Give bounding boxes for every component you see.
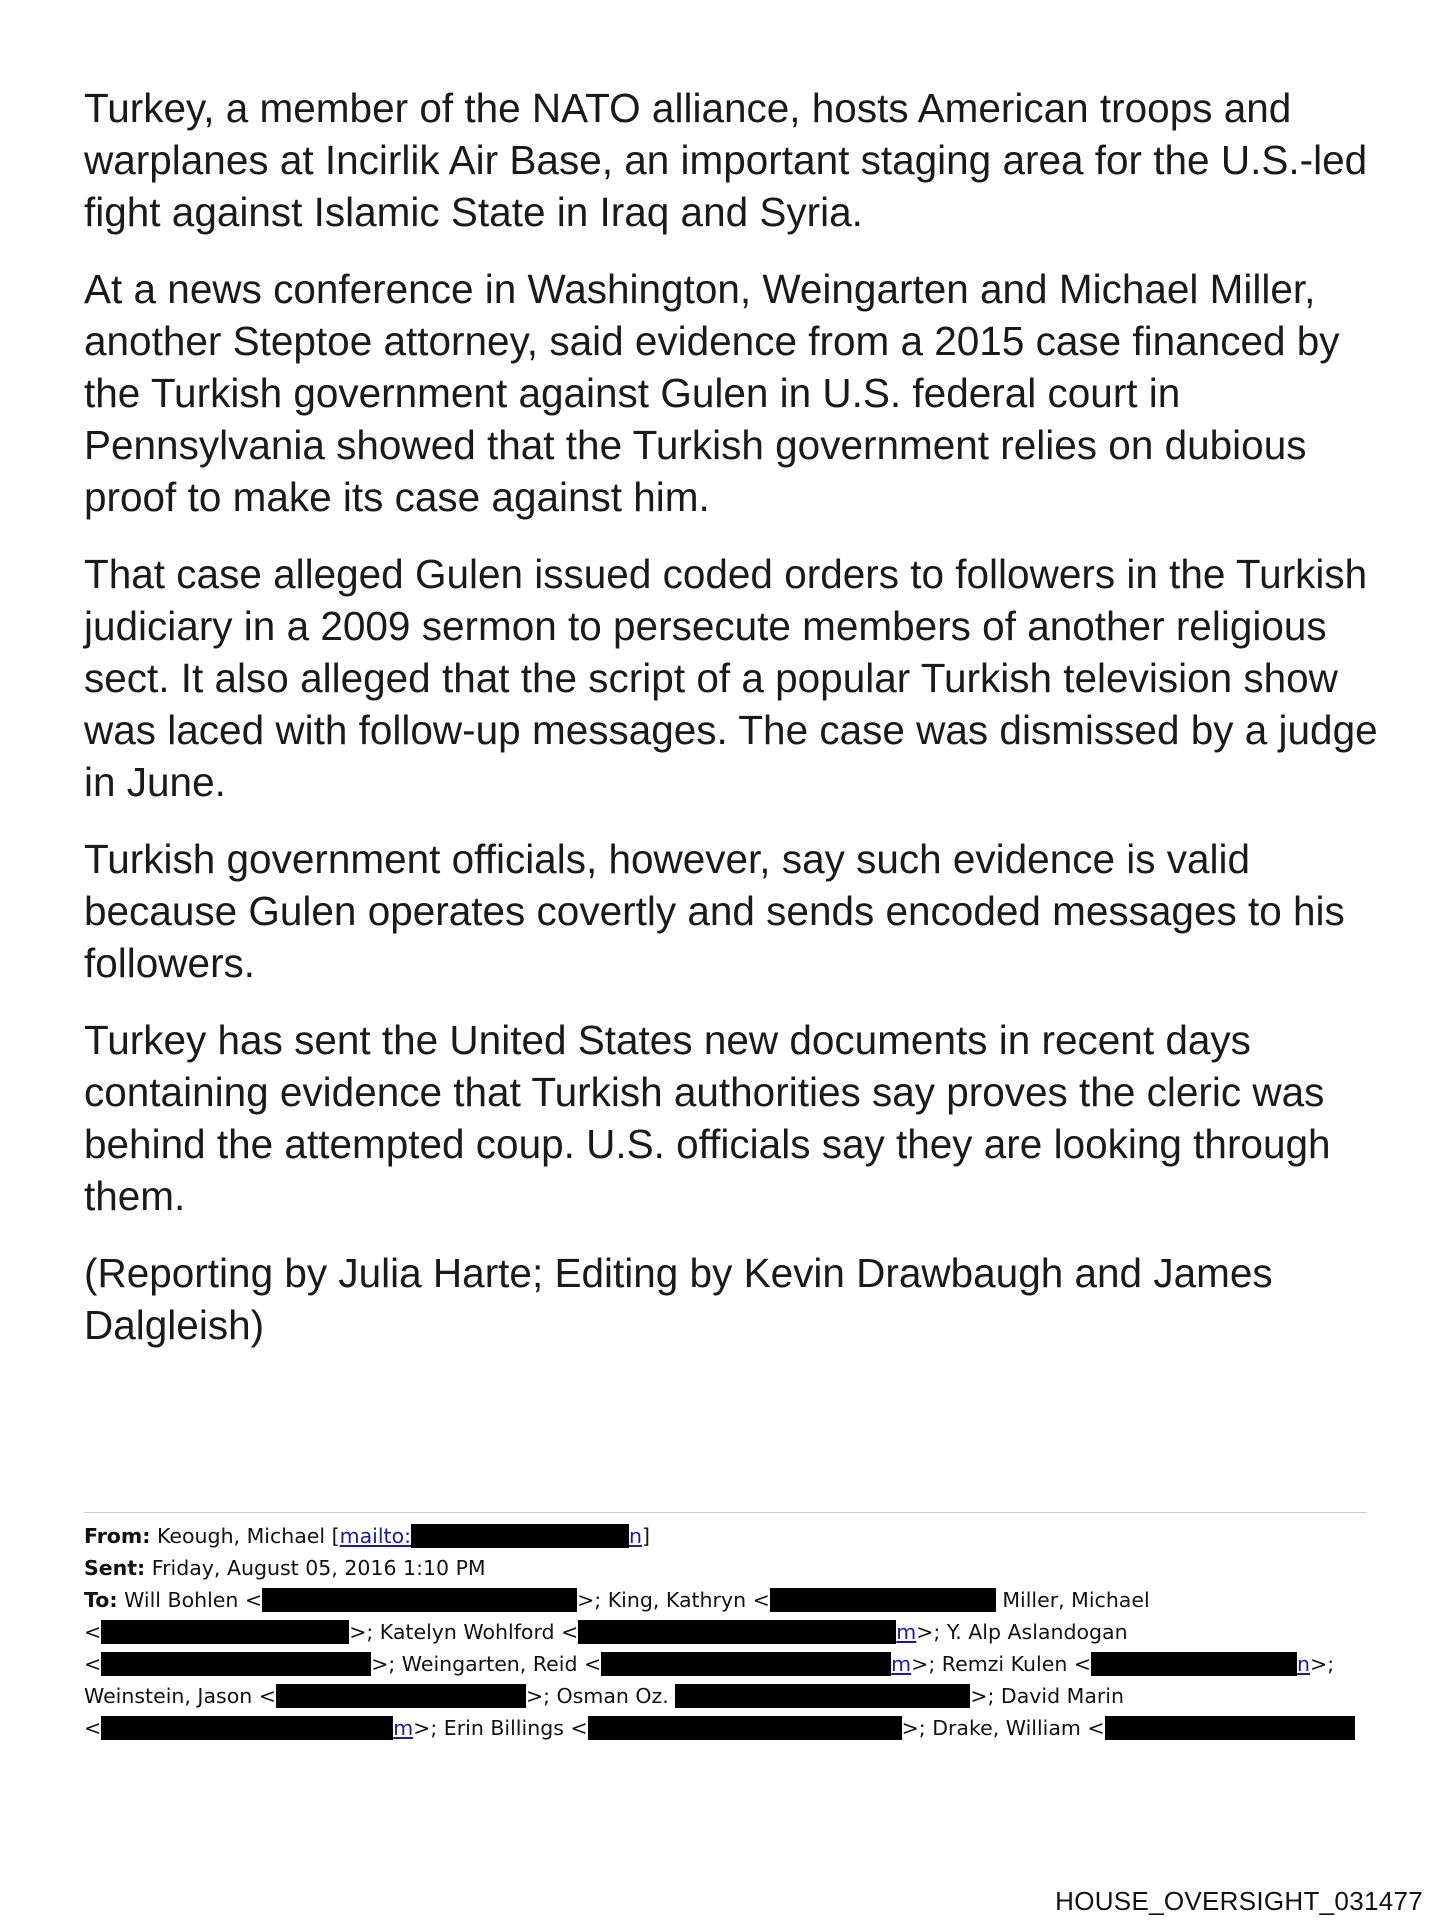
recipient-text: <	[84, 1620, 102, 1644]
redaction-bar	[276, 1684, 526, 1708]
paragraph-incirlik: Turkey, a member of the NATO alliance, hosts American troops and warplanes at Incirlik Air Base, an important staging area for the U.S.-led fight against Islamic State in Iraq and Syria.	[84, 85, 1368, 235]
to-line-3	[84, 1648, 1384, 1680]
paragraph-case-alleged: That case alleged Gulen issued coded orders to followers in the Turkish judiciary in a 2009 sermon to persecute members of another religious sect. It also alleged that the script of a popular Turkish television show was laced with follow-up messages. The case was dismissed by a judge in June.	[84, 551, 1378, 805]
redaction-bar	[101, 1716, 393, 1740]
paragraph-reporting-credit: (Reporting by Julia Harte; Editing by Kevin Drawbaugh and James Dalgleish)	[84, 1250, 1273, 1348]
redaction-bar	[1091, 1652, 1297, 1676]
recipient-text: >; Drake, William <	[901, 1716, 1105, 1740]
recipient-text: <	[84, 1652, 102, 1676]
to-line-5	[84, 1712, 1384, 1744]
sent-label: Sent:	[84, 1556, 146, 1580]
bates-number: HOUSE_OVERSIGHT_031477	[1055, 1886, 1423, 1916]
paragraph-officials: Turkish government officials, however, say such evidence is valid because Gulen operates covertly and sends encoded messages to his followers.	[84, 836, 1345, 986]
recipient-text: >; King, Kathryn <	[577, 1588, 770, 1612]
email-divider	[84, 1512, 1367, 1513]
from-mailto-link-tail[interactable]: n	[629, 1524, 643, 1548]
redaction-bar	[411, 1524, 629, 1548]
redaction-bar	[588, 1716, 902, 1740]
recipient-text: >; David Marin	[970, 1684, 1124, 1708]
recipient-email-link[interactable]: n	[1297, 1652, 1311, 1676]
recipient-text: >; Erin Billings <	[413, 1716, 588, 1740]
from-name: Keough, Michael [	[156, 1524, 340, 1548]
paragraph-new-documents: Turkey has sent the United States new documents in recent days containing evidence that Turkish authorities say proves the cleric was behind the attempted coup. U.S. officials say they are looking through them.	[84, 1017, 1331, 1219]
recipient-text: >; Katelyn Wohlford <	[349, 1620, 579, 1644]
email-header	[84, 1520, 1384, 1744]
recipient-text: >; Weingarten, Reid <	[371, 1652, 602, 1676]
redaction-bar	[770, 1588, 996, 1612]
recipient-text: Will Bohlen <	[124, 1588, 263, 1612]
recipient-text: Weinstein, Jason <	[84, 1684, 276, 1708]
redaction-bar	[101, 1620, 349, 1644]
from-mailto-link[interactable]: mailto:	[339, 1524, 412, 1548]
to-line-2	[84, 1616, 1384, 1648]
recipient-text: >;	[1310, 1652, 1335, 1676]
to-line-1	[84, 1584, 1384, 1616]
recipient-text: >; Osman Oz.	[525, 1684, 676, 1708]
sent-value: Friday, August 05, 2016 1:10 PM	[151, 1556, 486, 1580]
recipient-text: >; Y. Alp Aslandogan	[916, 1620, 1128, 1644]
redaction-bar	[101, 1652, 371, 1676]
recipient-text: <	[84, 1716, 102, 1740]
to-label: To:	[84, 1588, 118, 1612]
paragraph-news-conference: At a news conference in Washington, Weingarten and Michael Miller, another Steptoe attorney, said evidence from a 2015 case financed by the Turkish government against Gulen in U.S. federal court in Pennsylvania showed that the Turkish government relies on dubious proof to make its case against him.	[84, 266, 1340, 520]
redaction-bar	[601, 1652, 891, 1676]
recipient-email-link[interactable]: m	[896, 1620, 917, 1644]
recipient-text: Miller, Michael	[995, 1588, 1150, 1612]
redaction-bar	[262, 1588, 577, 1612]
recipient-email-link[interactable]: m	[891, 1652, 912, 1676]
article-body	[84, 82, 1384, 1376]
from-label: From:	[84, 1524, 151, 1548]
redaction-bar	[675, 1684, 970, 1708]
sent-line	[84, 1552, 1384, 1584]
recipient-email-link[interactable]: m	[393, 1716, 414, 1740]
redaction-bar	[1105, 1716, 1355, 1740]
from-close-bracket: ]	[642, 1524, 651, 1548]
from-line	[84, 1520, 1384, 1552]
to-line-4	[84, 1680, 1384, 1712]
recipient-text: >; Remzi Kulen <	[911, 1652, 1092, 1676]
redaction-bar	[578, 1620, 896, 1644]
